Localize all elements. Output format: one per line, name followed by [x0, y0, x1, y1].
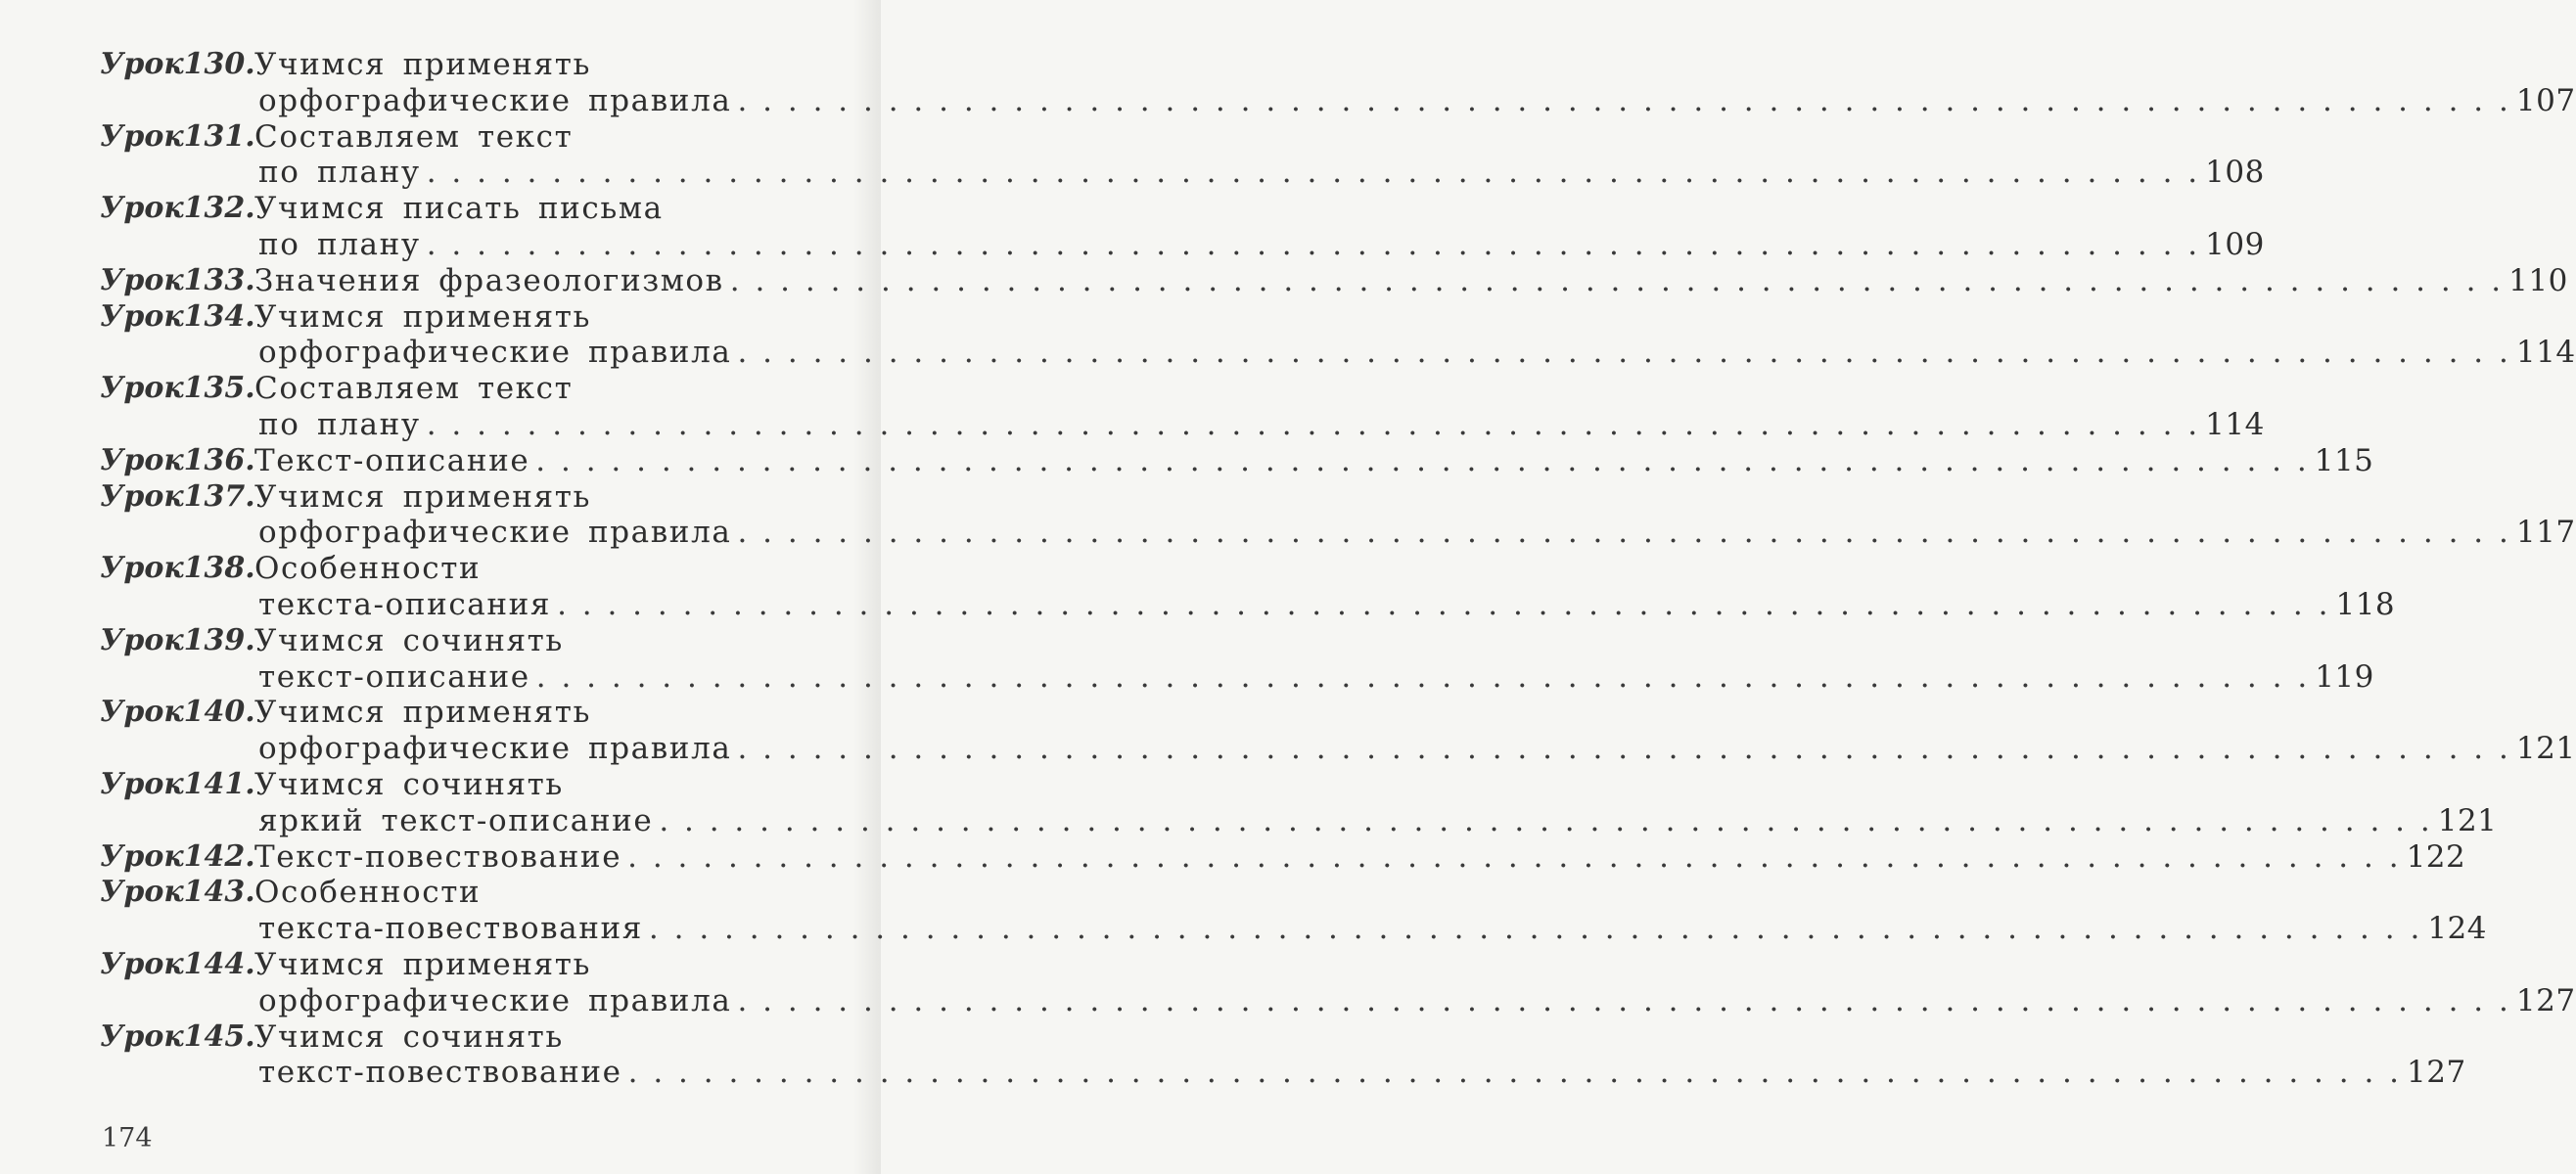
- title-line: орфографические правила: [258, 335, 732, 371]
- lesson-number: 139.: [183, 622, 255, 657]
- lesson-number: 132.: [183, 191, 255, 226]
- lesson-label: [100, 623, 254, 696]
- title-line: орфографические правила: [258, 82, 732, 118]
- lesson-label: [100, 1019, 254, 1092]
- lesson-number: 144.: [183, 946, 255, 981]
- lesson-label: [100, 875, 254, 947]
- title-line: текста-описания: [258, 586, 552, 622]
- toc-entry: [100, 622, 2374, 696]
- title-line: текст-описание: [258, 658, 530, 695]
- page-number: 174: [102, 1123, 153, 1153]
- toc-entry: [100, 298, 2576, 372]
- title-line: яркий текст-описание: [258, 802, 654, 838]
- leader-dots: [427, 407, 2197, 443]
- lesson-number: 135.: [183, 371, 255, 406]
- toc-entry: [100, 442, 2374, 479]
- page-ref: 108: [2205, 155, 2265, 191]
- lesson-title: [254, 371, 2265, 443]
- lesson-label: [100, 767, 254, 839]
- title-line: Учимся сочинять: [254, 1018, 564, 1055]
- lesson-title: [254, 695, 2576, 767]
- lesson-number: 140.: [183, 695, 255, 730]
- lesson-label: [100, 551, 254, 623]
- lesson-label: [100, 371, 254, 443]
- lesson-number: 138.: [183, 551, 255, 586]
- title-line: Учимся сочинять: [254, 622, 564, 658]
- title-line: Текст-описание: [254, 442, 530, 478]
- page-ref: 124: [2427, 911, 2487, 947]
- title-line: по плану: [258, 406, 421, 442]
- lesson-title: [254, 191, 2265, 263]
- lesson-title: [254, 767, 2497, 839]
- lesson-title: [254, 875, 2487, 947]
- leader-dots: [427, 227, 2197, 263]
- lesson-label: [100, 119, 254, 192]
- page-ref: 115: [2314, 442, 2374, 478]
- lesson-word: Урок: [100, 478, 184, 514]
- leader-dots: [737, 983, 2507, 1019]
- page-ref: 114: [2515, 335, 2576, 371]
- lesson-word: Урок: [100, 551, 184, 586]
- lesson-label: [100, 479, 254, 552]
- page-ref: 121: [2515, 731, 2576, 767]
- lesson-word: Урок: [100, 47, 184, 81]
- lesson-word: Урок: [100, 442, 184, 477]
- lesson-number: 142.: [183, 838, 255, 874]
- lesson-number: 130.: [183, 47, 255, 81]
- toc-entry: [100, 695, 2576, 767]
- lesson-number: 136.: [183, 442, 255, 477]
- leader-dots: [737, 731, 2507, 767]
- title-line: Особенности: [254, 875, 482, 911]
- title-line: Учимся писать письма: [254, 191, 664, 227]
- title-line: по плану: [258, 226, 421, 262]
- page-ref: 107: [2515, 82, 2576, 118]
- lesson-label: [100, 299, 254, 372]
- lesson-number: 134.: [183, 298, 255, 334]
- toc-entry: [100, 191, 2265, 263]
- lesson-label: [100, 191, 254, 263]
- lesson-title: [254, 263, 2568, 299]
- lesson-title: [254, 479, 2576, 552]
- lesson-title: [254, 443, 2373, 479]
- leader-dots: [627, 839, 2398, 876]
- lesson-number: 141.: [183, 766, 255, 801]
- lesson-label: [100, 839, 254, 876]
- title-line: Составляем текст: [254, 371, 574, 407]
- page-ref: 127: [2407, 1055, 2466, 1091]
- page-ref: 114: [2205, 406, 2265, 442]
- toc-entry: [100, 47, 2576, 119]
- page-ref: 127: [2515, 982, 2576, 1018]
- leader-dots: [659, 803, 2429, 839]
- title-line: Учимся применять: [254, 47, 591, 82]
- lesson-title: [254, 1019, 2466, 1092]
- page-ref: 121: [2437, 802, 2498, 838]
- lesson-word: Урок: [100, 371, 184, 406]
- lesson-word: Урок: [100, 622, 184, 657]
- lesson-word: Урок: [100, 766, 184, 801]
- lesson-title: [254, 947, 2576, 1019]
- title-line: Учимся применять: [254, 298, 591, 335]
- lesson-title: [254, 623, 2374, 696]
- lesson-label: [100, 947, 254, 1019]
- lesson-number: 131.: [183, 118, 255, 154]
- toc-entry: [100, 838, 2466, 876]
- lesson-label: [100, 695, 254, 767]
- lesson-word: Урок: [100, 695, 184, 730]
- lesson-word: Урок: [100, 298, 184, 334]
- title-line: Учимся сочинять: [254, 766, 564, 802]
- toc-entry: [100, 551, 2396, 623]
- lesson-title: [254, 839, 2465, 876]
- title-line: Текст-повествование: [254, 838, 622, 875]
- page-ref: 122: [2406, 838, 2466, 875]
- lesson-word: Урок: [100, 838, 184, 874]
- lesson-title: [254, 47, 2576, 119]
- title-line: текста-повествования: [258, 911, 643, 947]
- page-ref: 117: [2515, 515, 2576, 551]
- lesson-title: [254, 551, 2395, 623]
- toc-entry: [100, 262, 2568, 299]
- page-ref: 118: [2335, 586, 2396, 622]
- title-line: текст-повествование: [258, 1055, 622, 1091]
- toc-entry: [100, 118, 2265, 192]
- leader-dots: [536, 659, 2307, 696]
- leader-dots: [535, 443, 2306, 479]
- lesson-word: Урок: [100, 875, 184, 910]
- title-line: орфографические правила: [258, 731, 732, 767]
- page-ref: 110: [2508, 262, 2568, 298]
- leader-dots: [737, 515, 2507, 551]
- leader-dots: [649, 911, 2419, 947]
- leader-dots: [628, 1055, 2399, 1091]
- lesson-word: Урок: [100, 946, 184, 981]
- lesson-title: [254, 299, 2576, 372]
- toc-entry: [100, 371, 2265, 443]
- toc-entry: [100, 875, 2487, 947]
- title-line: Учимся применять: [254, 478, 591, 515]
- lesson-number: 145.: [183, 1018, 255, 1054]
- lesson-label: [100, 47, 254, 119]
- title-line: Учимся применять: [254, 695, 591, 731]
- toc-entry: [100, 766, 2498, 839]
- lesson-word: Урок: [100, 118, 184, 154]
- leader-dots: [730, 263, 2501, 299]
- lesson-number: 143.: [183, 875, 255, 910]
- title-line: Особенности: [254, 551, 482, 587]
- title-line: Составляем текст: [254, 118, 574, 155]
- table-of-contents: [100, 47, 2576, 1091]
- lesson-label: [100, 443, 254, 479]
- lesson-number: 137.: [183, 478, 255, 514]
- leader-dots: [557, 587, 2327, 623]
- page-ref: 109: [2205, 226, 2265, 262]
- leader-dots: [737, 335, 2507, 371]
- leader-dots: [427, 155, 2197, 191]
- title-line: орфографические правила: [258, 982, 732, 1018]
- lesson-number: 133.: [183, 262, 255, 297]
- toc-entry: [100, 1018, 2466, 1092]
- title-line: по плану: [258, 155, 421, 191]
- title-line: Значения фразеологизмов: [254, 262, 724, 298]
- lesson-title: [254, 119, 2265, 192]
- leader-dots: [737, 83, 2507, 119]
- toc-entry: [100, 946, 2576, 1019]
- lesson-word: Урок: [100, 262, 184, 297]
- title-line: Учимся применять: [254, 946, 591, 982]
- page-ref: 119: [2315, 658, 2374, 695]
- title-line: орфографические правила: [258, 515, 732, 551]
- lesson-word: Урок: [100, 191, 184, 226]
- lesson-word: Урок: [100, 1018, 184, 1054]
- lesson-label: [100, 263, 254, 299]
- toc-entry: [100, 478, 2576, 552]
